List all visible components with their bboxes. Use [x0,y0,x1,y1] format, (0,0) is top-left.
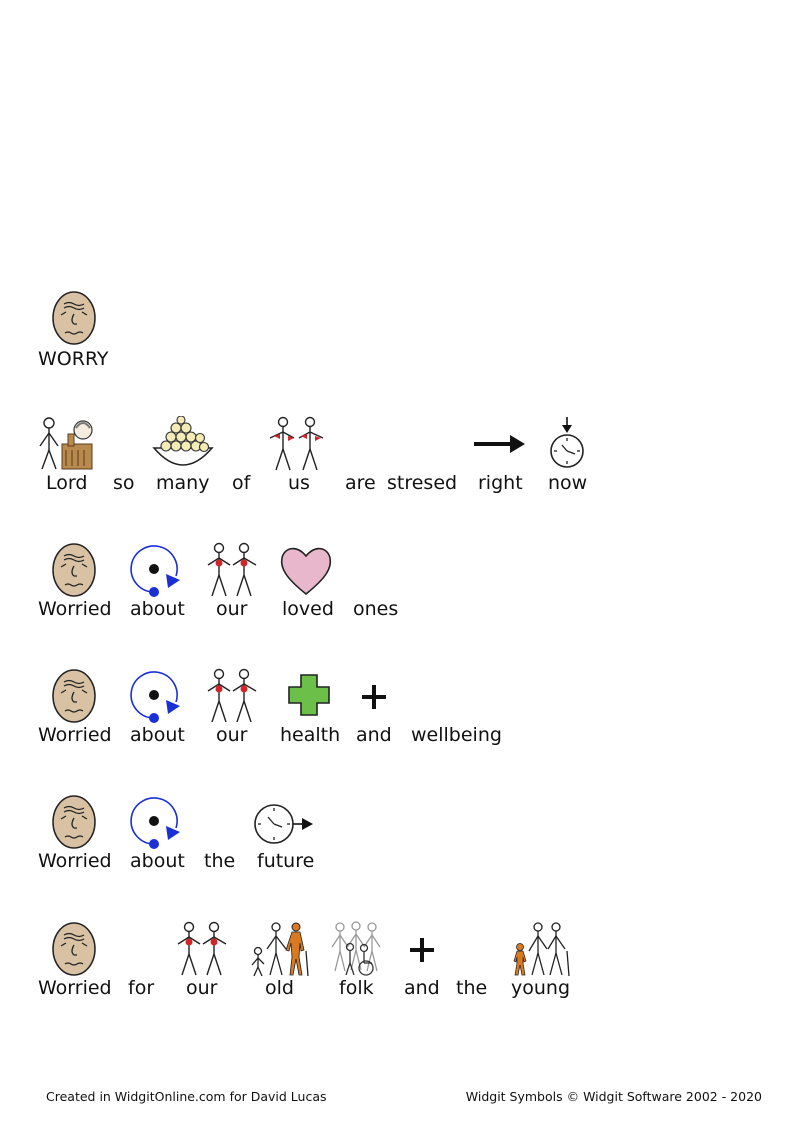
worried-face-icon [50,668,98,724]
word-cell-wellbeing [410,668,500,758]
word-stresed: stresed [387,472,458,494]
clock-future-icon [252,800,318,850]
word-cell-about [128,668,184,758]
word-cell-future [252,794,318,884]
word-cell-about [128,794,184,884]
word-cell-are [344,416,376,506]
word-cell-folk [328,921,384,1011]
word-are: are [345,472,376,494]
sentence-row-4 [0,794,800,884]
word-loved: loved [282,598,334,620]
word-cell-about [128,542,184,632]
two-people-our-icon [204,668,260,724]
word-cell-and [354,668,394,758]
word-wellbeing: wellbeing [411,724,502,746]
lord-parliament-icon [36,416,96,472]
heart-icon [278,542,334,598]
group-folk-icon [328,921,384,977]
word-of: of [232,472,251,494]
word-lord: Lord [46,472,88,494]
worried-face-icon [50,542,98,598]
word-health: health [280,724,341,746]
footer-credit-left: Created in WidgitOnline.com for David Lucas [46,1089,327,1104]
word-cell-ones [352,542,398,632]
word-cell-lord [36,416,96,506]
word-worried: Worried [38,724,112,746]
family-old-icon [250,921,312,977]
word-cell-us [266,416,328,506]
worried-face-icon [50,290,98,346]
word-us: us [288,472,310,494]
word-cell-our [174,921,230,1011]
word-about: about [130,850,185,872]
word-so: so [113,472,135,494]
word-cell-right [472,416,528,506]
word-cell-stresed [386,416,456,506]
word-right: right [478,472,523,494]
sentence-row-3 [0,668,800,758]
word-cell-the [456,921,490,1011]
clock-now-icon [544,416,592,472]
worried-face-icon [50,921,98,977]
word-cell-worried [38,794,110,884]
about-circle-arrow-icon [128,668,184,724]
word-cell-our [204,542,260,632]
word-our: our [186,977,218,999]
word-our: our [216,598,248,620]
two-people-us-icon [266,416,328,472]
word-cell-and [402,921,442,1011]
word-cell-loved [278,542,334,632]
word-worried: Worried [38,598,112,620]
plus-icon [359,682,389,712]
word-cell-the [204,794,238,884]
word-about: about [130,598,185,620]
word-for: for [128,977,155,999]
footer-credit-right: Widgit Symbols © Widgit Software 2002 - 2020 [465,1089,762,1104]
child-with-adults-young-icon [508,921,572,977]
word-many: many [156,472,210,494]
two-people-our-icon [174,921,230,977]
word-folk: folk [339,977,374,999]
word-now: now [548,472,588,494]
word-cell-health [278,668,341,758]
worried-face-icon [50,794,98,850]
word-young: young [511,977,571,999]
word-cell-old [250,921,312,1011]
about-circle-arrow-icon [128,542,184,598]
two-people-our-icon [204,542,260,598]
sentence-row-5 [0,921,800,1011]
bowl-of-balls-icon [152,416,214,472]
word-ones: ones [353,598,399,620]
word-cell-for [128,921,158,1011]
word-and: and [404,977,440,999]
word-worried: Worried [38,850,112,872]
word-cell-many [152,416,214,506]
word-our: our [216,724,248,746]
word-cell-now [544,416,592,506]
word-about: about [130,724,185,746]
word-cell-worried [38,921,110,1011]
word-cell-so [110,416,140,506]
sentence-row-2 [0,542,800,632]
about-circle-arrow-icon [128,794,184,850]
word-future: future [257,850,315,872]
word-cell-young [508,921,572,1011]
arrow-right-icon [472,424,528,464]
word-cell-our [204,668,260,758]
word-the: the [204,850,236,872]
page-title: WORRY [38,348,109,370]
word-cell-worried [38,668,110,758]
sentence-row-1 [0,416,800,506]
word-and: and [356,724,392,746]
word-old: old [265,977,294,999]
plus-icon [407,935,437,965]
green-cross-health-icon [286,672,332,718]
word-the: the [456,977,488,999]
word-cell-worried [38,542,110,632]
word-cell-of [230,416,254,506]
word-worried: Worried [38,977,112,999]
